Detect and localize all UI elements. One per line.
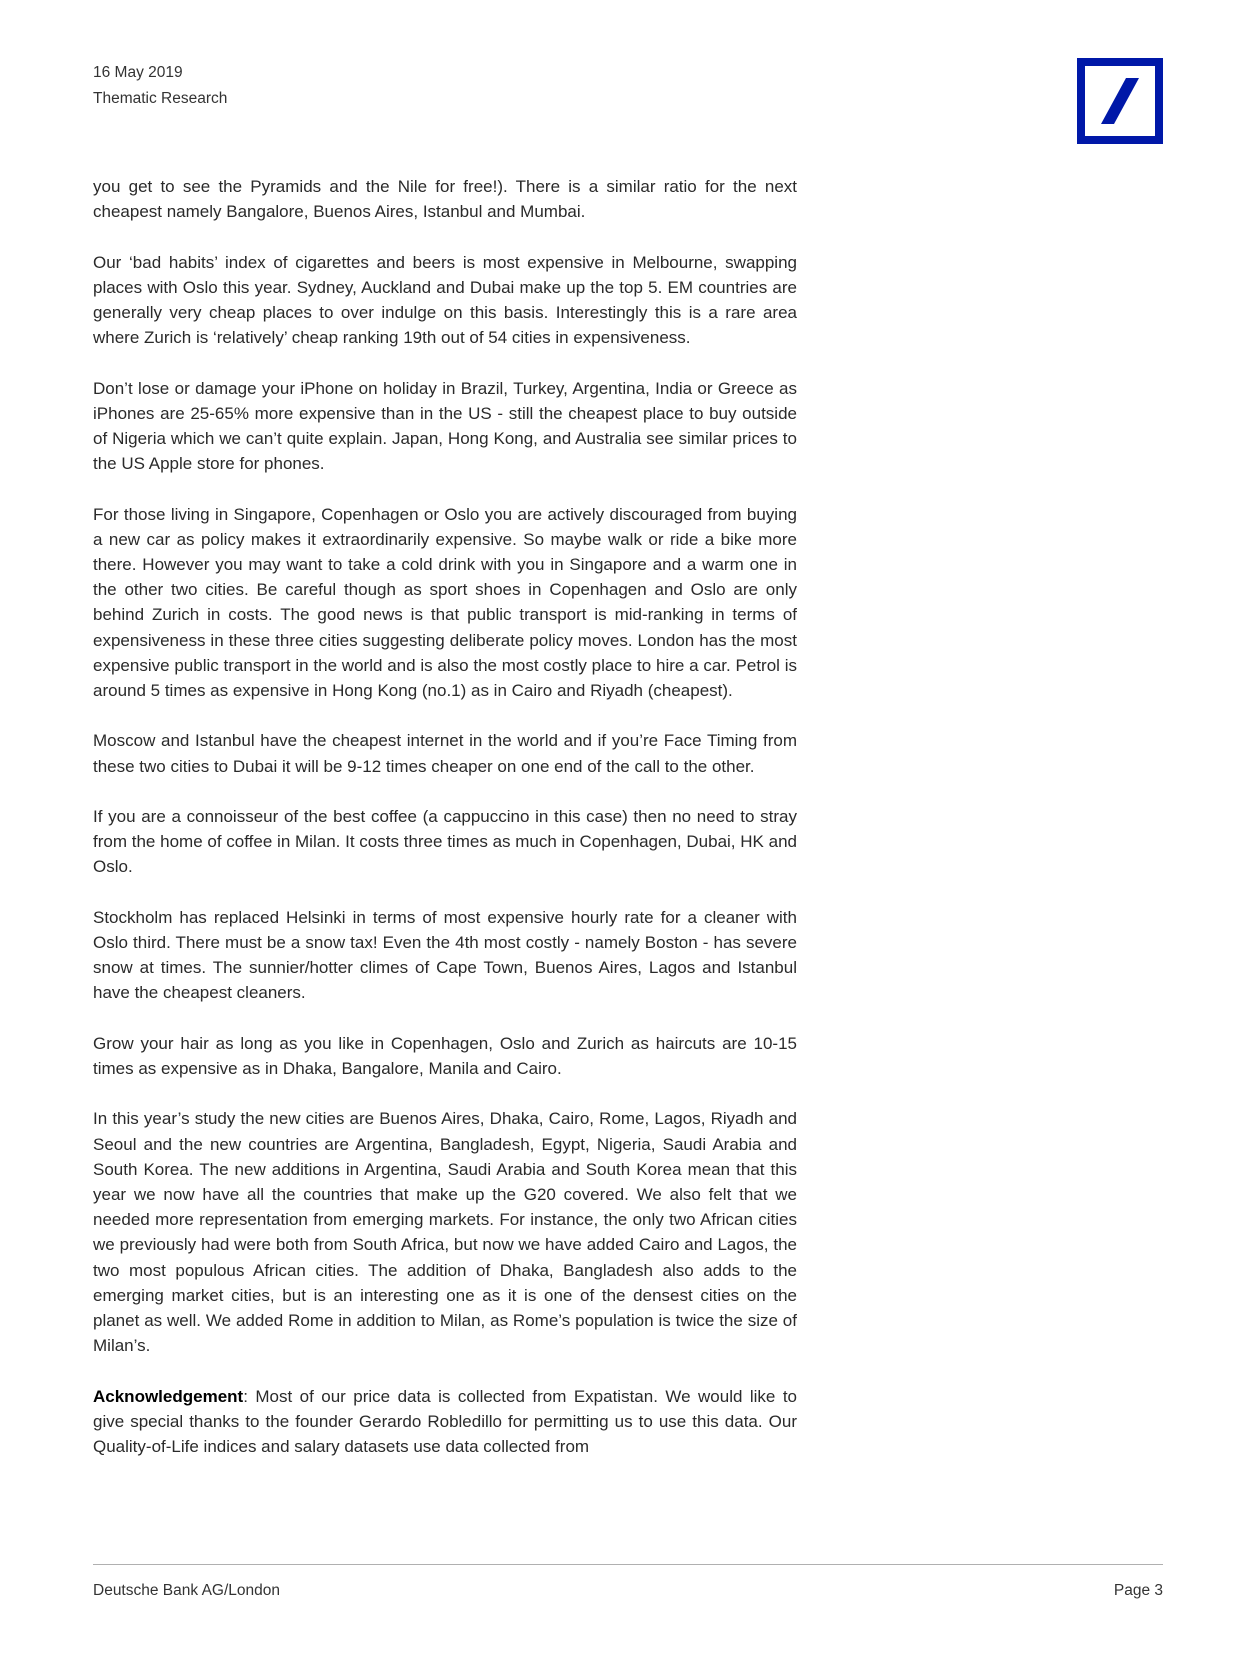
acknowledgement-label: Acknowledgement — [93, 1386, 244, 1406]
report-section: Thematic Research — [93, 90, 228, 107]
paragraph: Our ‘bad habits’ index of cigarettes and beers is most expensive in Melbourne, swapping places with Oslo this year. Sydney, Auckland and Dubai make up the top 5. EM countries are generally very cheap places to over indulge on this basis. Interestingly this is a rare area where Zurich is ‘relatively’ cheap ranking 19th out of 54 cities in expensiveness. — [93, 252, 797, 348]
footer-divider — [93, 1564, 1163, 1565]
acknowledgement-paragraph — [93, 1384, 797, 1460]
paragraph: Moscow and Istanbul have the cheapest internet in the world and if you’re Face Timing from these two cities to Dubai it will be 9-12 times cheaper on one end of the call to the other. — [93, 731, 797, 776]
paragraph: you get to see the Pyramids and the Nile for free!). There is a similar ratio for the next cheapest namely Bangalore, Buenos Aires, Istanbul and Mumbai. — [93, 177, 797, 222]
paragraph: For those living in Singapore, Copenhagen or Oslo you are actively discouraged from buying a new car as policy makes it extraordinarily expensive. So maybe walk or ride a bike more there. However you may want to take a cold drink with you in Singapore and a warm one in the other two cities. Be careful though as sport shoes in Copenhagen and Oslo are only behind Zurich in costs. The good news is that public transport is mid-ranking in terms of expensiveness in these three cities suggesting deliberate policy moves. London has the most expensive public transport in the world and is also the most costly place to hire a car. Petrol is around 5 times as expensive in Hong Kong (no.1) as in Cairo and Riyadh (cheapest). — [93, 504, 797, 701]
page-number: Page 3 — [1113, 1582, 1163, 1599]
paragraph: Don’t lose or damage your iPhone on holiday in Brazil, Turkey, Argentina, India or Greece as iPhones are 25-65% more expensive than in the US - still the cheapest place to buy outside of Nigeria which we can’t quite explain. Japan, Hong Kong, and Australia see similar prices to the US Apple store for phones. — [93, 378, 797, 474]
paragraph: If you are a connoisseur of the best coffee (a cappuccino in this case) then no need to stray from the home of coffee in Milan. It costs three times as much in Copenhagen, Dubai, HK and Oslo. — [93, 807, 797, 877]
logo-graphic — [1077, 58, 1163, 144]
document-header — [93, 60, 227, 112]
deutsche-bank-logo-icon — [1077, 58, 1163, 144]
report-date: 16 May 2019 — [93, 64, 183, 81]
footer-publisher: Deutsche Bank AG/London — [93, 1582, 280, 1599]
article-body — [93, 174, 797, 1459]
acknowledgement-text: : Most of our price data is collected from Expatistan. We would like to give special thanks to the founder Gerardo Robledillo for permitting us to use this data. Our Quality-of-Life indices and salary datasets use data collected from — [93, 1386, 797, 1457]
paragraph: In this year’s study the new cities are Buenos Aires, Dhaka, Cairo, Rome, Lagos, Riyadh and Seoul and the new countries are Argentina, Bangladesh, Egypt, Nigeria, Saudi Arabia and South Korea. The new additions in Argentina, Saudi Arabia and South Korea mean that this year we now have all the countries that make up the G20 covered. We also felt that we needed more representation from emerging markets. For instance, the only two African cities we previously had were both from South Africa, but now we have added Cairo and Lagos, the two most populous African cities. The addition of Dhaka, Bangladesh also adds to the emerging market cities, but is an interesting one as it is one of the densest cities on the planet as well. We added Rome in addition to Milan, as Rome’s population is twice the size of Milan’s. — [93, 1109, 797, 1356]
paragraph: Grow your hair as long as you like in Copenhagen, Oslo and Zurich as haircuts are 10-15 times as expensive as in Dhaka, Bangalore, Manila and Cairo. — [93, 1033, 797, 1078]
paragraph: Stockholm has replaced Helsinki in terms of most expensive hourly rate for a cleaner with Oslo third. There must be a snow tax! Even the 4th most costly - namely Boston - has severe snow at times. The sunnier/hotter climes of Cape Town, Buenos Aires, Lagos and Istanbul have the cheapest cleaners. — [93, 907, 797, 1003]
